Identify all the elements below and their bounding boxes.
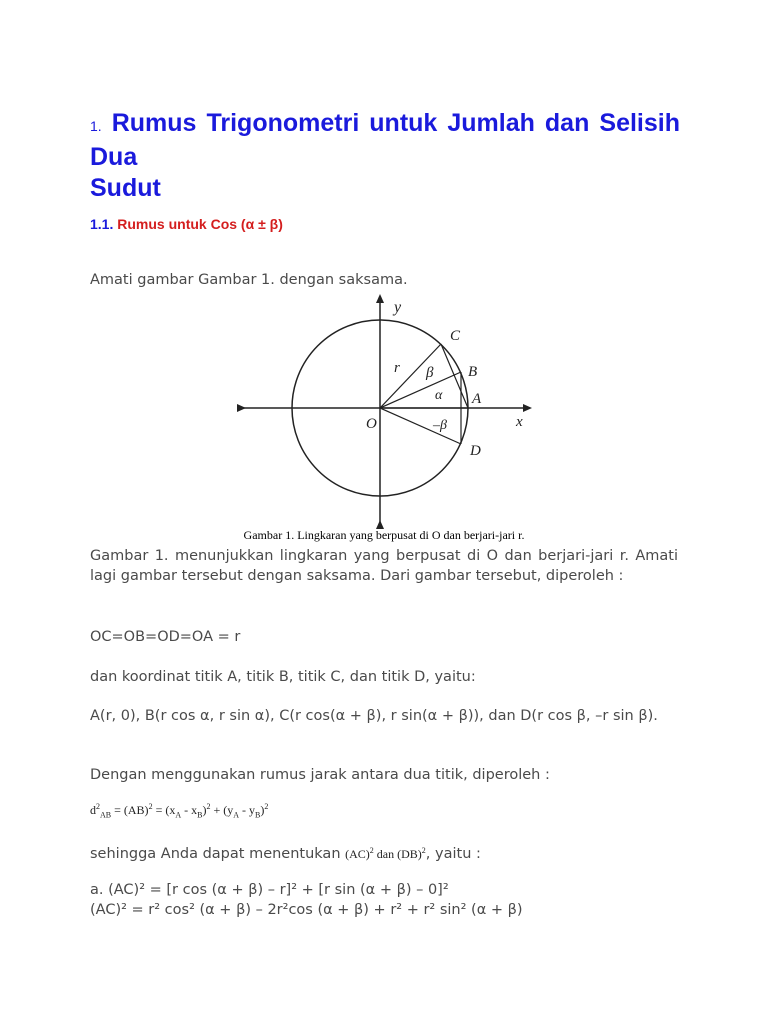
heading-line-1	[90, 108, 680, 173]
distance-formula: $d^2_{AB} = (AB)^2 = (x_A - x_B)^2 + (y_A - y_B)^2$	[90, 802, 269, 820]
beta-label: β	[426, 365, 434, 381]
alpha-label: α	[435, 388, 443, 403]
paragraph-circle-description: Gambar 1. menunjukkan lingkaran yang berpusat di O dan berjari-jari r. Amati lagi gambar tersebut dengan saksama. Dari gambar tersebut, diperoleh :	[90, 548, 678, 584]
equation-ac-line-2: (AC)² = r² cos² (α + β) – 2r²cos (α + β) + r² + r² sin² (α + β)	[90, 902, 523, 918]
heading-title-line-2: Sudut	[90, 174, 161, 202]
point-b-label: B	[468, 364, 478, 380]
radius-od	[380, 408, 461, 444]
neg-beta-label: –β	[433, 418, 447, 433]
heading-title-line-1: Rumus Trigonometri untuk Jumlah dan Selisih Dua	[90, 109, 680, 171]
chord-ac	[441, 344, 468, 408]
radius-label: r	[394, 360, 400, 376]
subheading-title: Rumus untuk Cos (α ± β)	[117, 216, 283, 232]
radius-ob	[380, 372, 461, 408]
point-c-label: C	[450, 328, 461, 344]
coordinates-list: A(r, 0), B(r cos α, r sin α), C(r cos(α + β), r sin(α + β)), dan D(r cos β, –r sin β).	[90, 708, 658, 724]
heading-number: 1.	[90, 118, 102, 134]
equation-ac-line-1: a. (AC)² = [r cos (α + β) – r]² + [r sin (α + β) – 0]²	[90, 882, 449, 898]
intro-text: Amati gambar Gambar 1. dengan saksama.	[90, 272, 408, 288]
figure-caption: Gambar 1. Lingkaran yang berpusat di O dan berjari-jari r.	[243, 528, 525, 542]
paragraph-distance-intro: Dengan menggunakan rumus jarak antara dua titik, diperoleh :	[90, 767, 550, 783]
subsection-heading	[90, 216, 283, 232]
radius-equality: OC=OB=OD=OA = r	[90, 629, 241, 645]
y-label: y	[394, 299, 402, 316]
x-label: x	[516, 414, 523, 430]
origin-label: O	[366, 416, 377, 432]
paragraph-coordinates-intro: dan koordinat titik A, titik B, titik C, dan titik D, yaitu:	[90, 669, 476, 685]
section-heading	[90, 108, 680, 204]
paragraph-determine-ac-db: sehingga Anda dapat menentukan (AC)$^2$ dan (DB)$^2$, yaitu :	[90, 846, 481, 862]
circle-figure	[230, 292, 550, 532]
subheading-number: 1.1.	[90, 216, 114, 232]
point-a-label: A	[472, 391, 482, 407]
point-d-label: D	[470, 443, 481, 459]
